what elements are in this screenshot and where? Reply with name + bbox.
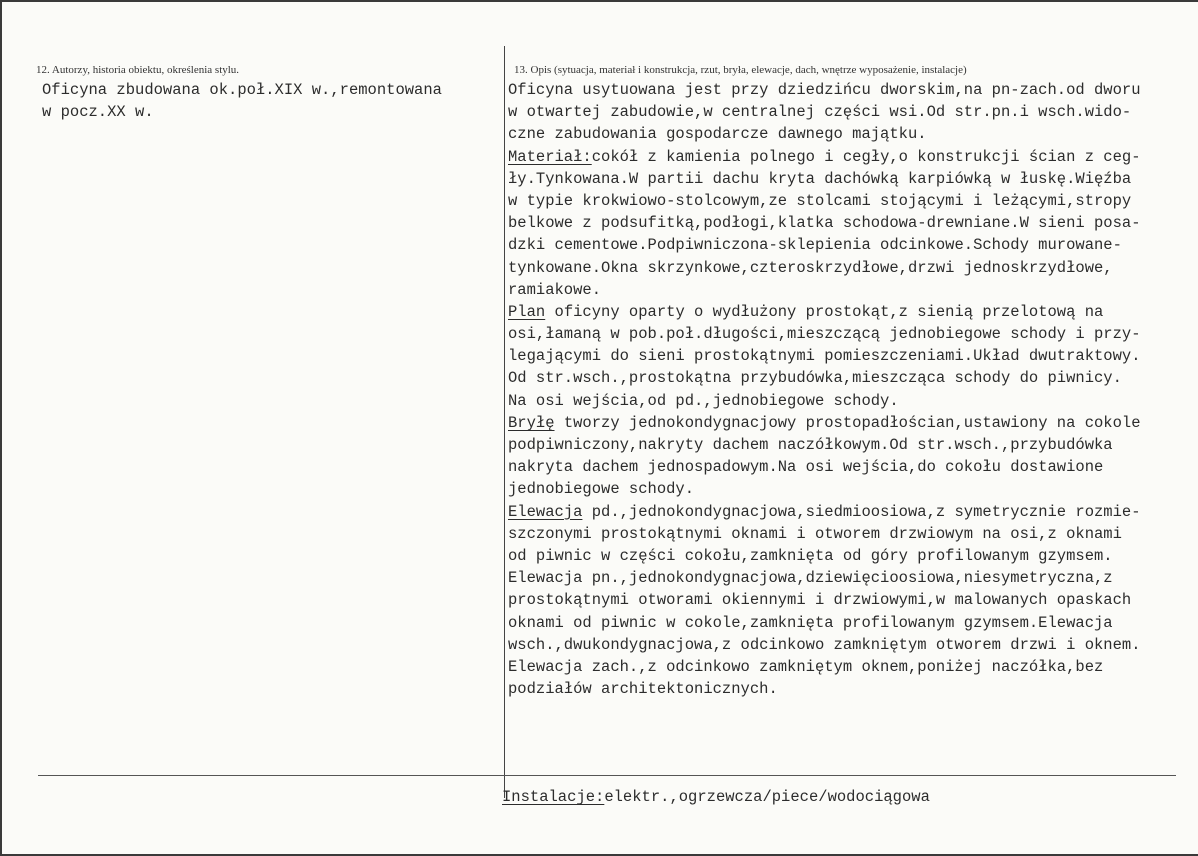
line-text: pd.,jednokondygnacjowa,siedmioosiowa,z symetrycznie rozmie- (582, 502, 1141, 521)
field-13-line (508, 146, 1198, 168)
field-13-line (508, 523, 1198, 545)
line-text: w otwartej zabudowie,w centralnej części wsi.Od str.pn.i wsch.wido- (508, 103, 1132, 122)
line-text: ły.Tynkowana.W partii dachu kryta dachówką karpiówką w łuskę.Więźba (508, 169, 1132, 188)
field-12-line: w pocz.XX w. (42, 103, 154, 122)
field-13-line (508, 168, 1198, 190)
line-text: belkowe z podsufitką,podłogi,klatka schodowa-drewniane.W sieni posa- (508, 214, 1141, 233)
section-key: Elewacja (508, 502, 583, 521)
bottom-rule (38, 775, 1176, 776)
line-text: podpiwniczony,nakryty dachem naczółkowym.Od str.wsch.,przybudówka (508, 436, 1113, 454)
field-13-label: 13. Opis (sytuacja, materiał i konstrukcja, rzut, bryła, elewacje, dach, wnętrze wyposażenie, instalacje) (514, 64, 967, 76)
field-13-line (508, 212, 1198, 234)
installations-text: elektr.,ogrzewcza/piece/wodociągowa (604, 788, 930, 806)
line-text: dzki cementowe.Podpiwniczona-sklepienia odcinkowe.Schody murowane- (508, 236, 1122, 255)
line-text: szczonymi prostokątnymi oknami i otworem drzwiowym na osi,z oknami (508, 524, 1122, 543)
field-13-line (508, 589, 1198, 611)
field-13-line (508, 367, 1198, 389)
section-key: Bryłę (508, 413, 555, 432)
line-text: w typie krokwiowo-stolcowym,ze stolcami stojącymi i leżącymi,stropy (508, 191, 1132, 210)
field-13-line (508, 456, 1198, 478)
field-13-line (508, 612, 1198, 634)
field-13-line (508, 279, 1198, 301)
line-text: tworzy jednokondygnacjowy prostopadłościan,ustawiony na cokole (554, 413, 1141, 432)
column-divider (504, 46, 505, 798)
field-13-line (508, 478, 1198, 500)
line-text: podziałów architektonicznych. (508, 680, 778, 699)
line-text: oficyny oparty o wydłużony prostokąt,z sienią przelotową na (545, 302, 1104, 321)
line-text: Na osi wejścia,od pd.,jednobiegowe schody. (508, 391, 899, 410)
field-13-line (508, 501, 1198, 523)
field-12-line: Oficyna zbudowana ok.poł.XIX w.,remontowana (42, 81, 442, 99)
line-text: Od str.wsch.,prostokątna przybudówka,mieszcząca schody do piwnicy. (508, 369, 1122, 388)
line-text: oknami od piwnic w cokole,zamknięta profilowanym gzymsem.Elewacja (508, 613, 1113, 632)
line-text: nakryta dachem jednospadowym.Na osi wejścia,do cokołu dostawione (508, 458, 1104, 477)
field-13-line (508, 656, 1198, 678)
line-text: Elewacja pn.,jednokondygnacjowa,dziewięcioosiowa,niesymetryczna,z (508, 569, 1113, 588)
field-13-line (508, 234, 1198, 256)
line-text: od piwnic w części cokołu,zamknięta od góry profilowanym gzymsem. (508, 546, 1113, 565)
field-12-label: 12. Autorzy, historia obiektu, określenia stylu. (36, 64, 240, 76)
field-13-line (508, 434, 1198, 456)
field-13-line (508, 412, 1198, 434)
line-text: Oficyna usytuowana jest przy dziedzińcu dworskim,na pn-zach.od dworu (508, 81, 1141, 99)
field-13-line (508, 79, 1198, 101)
installations-line (502, 788, 930, 806)
field-13-line (508, 101, 1198, 123)
installations-key: Instalacje: (502, 788, 605, 806)
line-text: czne zabudowania gospodarcze dawnego majątku. (508, 125, 927, 144)
line-text: osi,łamaną w pob.poł.długości,mieszczącą jednobiegowe schody i przy- (508, 325, 1141, 344)
field-12-text (42, 79, 442, 123)
field-13-text (508, 79, 1198, 700)
field-13-line (508, 678, 1198, 700)
line-text: tynkowane.Okna skrzynkowe,czteroskrzydłowe,drzwi jednoskrzydłowe, (508, 258, 1113, 277)
line-text: legającymi do sieni prostokątnymi pomieszczeniami.Układ dwutraktowy. (508, 347, 1141, 366)
field-13-line (508, 257, 1198, 279)
line-text: wsch.,dwukondygnacjowa,z odcinkowo zamkniętym otworem drzwi i oknem. (508, 635, 1141, 654)
line-text: ramiakowe. (508, 280, 602, 299)
section-key: Plan (508, 302, 546, 321)
field-13-line (508, 123, 1198, 145)
field-13-line (508, 301, 1198, 323)
field-13-line (508, 190, 1198, 212)
field-13-line (508, 345, 1198, 367)
line-text: prostokątnymi otworami okiennymi i drzwiowymi,w malowanych opaskach (508, 591, 1132, 610)
field-13-line (508, 545, 1198, 567)
field-13-line (508, 323, 1198, 345)
field-13-line (508, 567, 1198, 589)
section-key: Materiał: (508, 147, 592, 166)
line-text: jednobiegowe schody. (508, 480, 695, 499)
line-text: cokół z kamienia polnego i cegły,o konstrukcji ścian z ceg- (591, 147, 1141, 166)
field-13-line (508, 390, 1198, 412)
field-13-line (508, 634, 1198, 656)
line-text: Elewacja zach.,z odcinkowo zamkniętym oknem,poniżej naczółka,bez (508, 657, 1104, 676)
